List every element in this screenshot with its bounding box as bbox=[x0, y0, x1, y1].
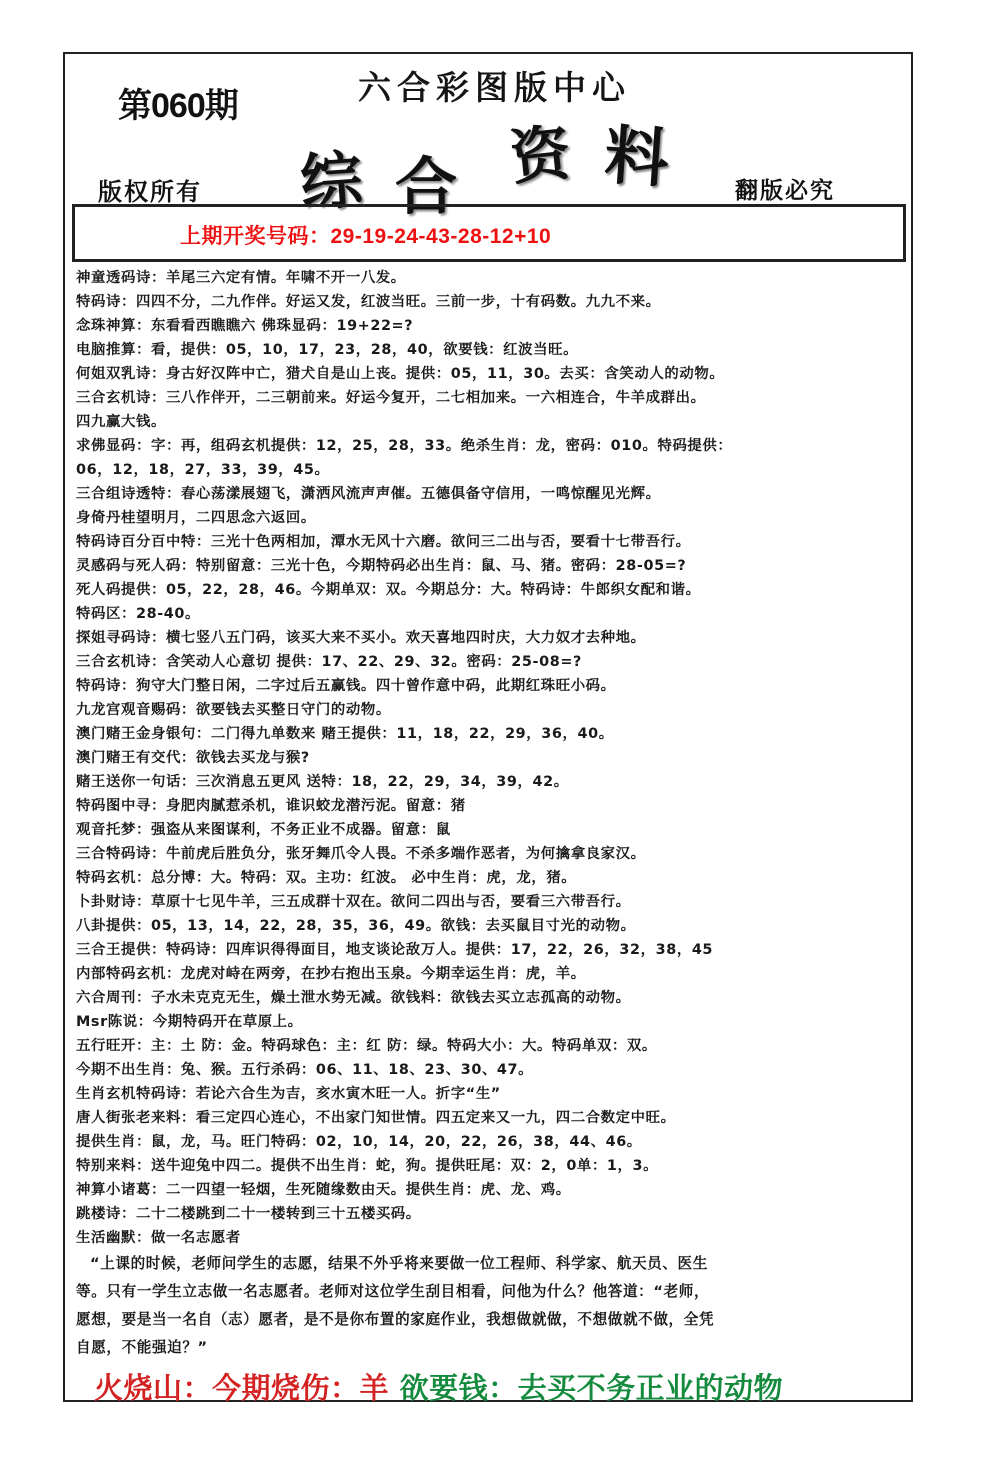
main-title-char-2: 合 bbox=[395, 150, 458, 223]
content-line: 三合特码诗：牛前虎后胜负分，张牙舞爪令人畏。不杀多端作恶者，为何擒拿良家汉。 bbox=[76, 846, 646, 862]
footer-banner bbox=[94, 1366, 783, 1407]
content-line: 今期不出生肖：兔、猴。五行杀码：06、11、18、23、30、47。 bbox=[76, 1062, 534, 1078]
story-line: 等。只有一学生立志做一名志愿者。老师对这位学生刮目相看，问他为什么？他答道：“老师， bbox=[76, 1283, 710, 1300]
content-line: 神算小诸葛：二一四望一轻烟，生死随缘数由天。提供生肖：虎、龙、鸡。 bbox=[76, 1182, 571, 1198]
content-lines bbox=[76, 266, 912, 1250]
content-line: 生肖玄机特码诗：若论六合生为吉，亥水寅木旺一人。折字“生” bbox=[76, 1086, 501, 1102]
content-line: 赌王送你一句话：三次消息五更风 送特：18，22，29，34，39，42。 bbox=[76, 774, 569, 790]
content-line: 卜卦财诗：草原十七见牛羊，三五成群十双在。欲问二四出与否，要看三六带吾行。 bbox=[76, 894, 631, 910]
content-line: 九龙宫观音赐码：欲要钱去买整日守门的动物。 bbox=[76, 702, 391, 718]
content-line: 求佛显码：字：再，组码玄机提供：12，25，28，33。绝杀生肖：龙，密码：010。特码提供： bbox=[76, 438, 733, 454]
humor-story bbox=[76, 1250, 908, 1362]
main-title-char-1: 综 bbox=[297, 142, 365, 221]
story-line: 愿想，要是当一名自（志）愿者，是不是你布置的家庭作业，我想做就做，不想做就不做，全凭 bbox=[76, 1311, 715, 1328]
content-line: 五行旺开：主：土 防：金。特码球色：主：红 防：绿。特码大小：大。特码单双：双。 bbox=[76, 1038, 657, 1054]
content-line: 澳门赌王有交代：欲钱去买龙与猴? bbox=[76, 750, 310, 766]
copyright-right: 翻版必究 bbox=[735, 177, 835, 204]
content-line: 神童透码诗：羊尾三六定有情。年啸不开一八发。 bbox=[76, 270, 406, 286]
footer-fire-mountain: 火烧山：今期烧伤：羊 bbox=[94, 1371, 400, 1405]
content-line: 特码诗：四四不分，二九作伴。好运又发，红波当旺。三前一步，十有码数。九九不来。 bbox=[76, 294, 661, 310]
issue-number: 第060期 bbox=[118, 87, 238, 125]
publisher-title: 六合彩图版中心 bbox=[358, 68, 631, 107]
content-line: 生活幽默：做一名志愿者 bbox=[76, 1230, 241, 1246]
content-line: 06，12，18，27，33，39，45。 bbox=[76, 462, 330, 478]
content-line: 特别来料：送牛迎兔中四二。提供不出生肖：蛇，狗。提供旺尾：双：2，0单：1，3。 bbox=[76, 1158, 659, 1174]
content-line: Msr陈说：今期特码开在草原上。 bbox=[76, 1014, 303, 1030]
content-line: 灵感码与死人码：特别留意：三光十色，今期特码必出生肖：鼠、马、猪。密码：28-05=? bbox=[76, 558, 687, 574]
content-line: 六合周刊：子水未克克无生，燥土泄水势无减。欲钱料：欲钱去买立志孤高的动物。 bbox=[76, 990, 631, 1006]
content-line: 三合王提供：特码诗：四库识得得面目，地支谈论敌万人。提供：17，22，26，32，38，45 bbox=[76, 942, 714, 958]
content-line: 探姐寻码诗：横七竖八五门码，该买大来不买小。欢天喜地四时庆，大力奴才去种地。 bbox=[76, 630, 646, 646]
main-title bbox=[297, 112, 720, 223]
last-draw-box bbox=[72, 204, 906, 262]
story-line: 自愿，不能强迫？” bbox=[76, 1339, 208, 1356]
content-line: 观音托梦：强盗从来图谋利，不务正业不成器。留意：鼠 bbox=[76, 822, 451, 838]
content-line: 唐人街张老来料：看三定四心连心，不出家门知世情。四五定来又一九，四二合数定中旺。 bbox=[76, 1110, 676, 1126]
content-line: 三合玄机诗：三八作伴开，二三朝前来。好运今复开，二七相加来。一六相连合，牛羊成群出。 bbox=[76, 390, 706, 406]
copyright-left: 版权所有 bbox=[98, 177, 202, 206]
content-line: 何姐双乳诗：身古好汉阵中亡，猎犬自是山上丧。提供：05，11，30。去买：含笑动人的动物。 bbox=[76, 366, 725, 382]
content-line: 身倚丹桂望明月，二四思念六返回。 bbox=[76, 510, 316, 526]
content-line: 特码区：28-40。 bbox=[76, 606, 200, 622]
content-line: 特码图中寻：身肥肉腻惹杀机，谁识蛟龙潜污泥。留意：猪 bbox=[76, 798, 466, 814]
content-line: 死人码提供：05，22，28，46。今期单双：双。今期总分：大。特码诗：牛郎织女配和谐。 bbox=[76, 582, 701, 598]
main-title-char-4: 料 bbox=[602, 117, 672, 198]
content-line: 内部特码玄机：龙虎对峙在两旁，在抄右抱出玉泉。今期幸运生肖：虎，羊。 bbox=[76, 966, 586, 982]
content-line: 跳楼诗：二十二楼跳到二十一楼转到三十五楼买码。 bbox=[76, 1206, 421, 1222]
content-line: 四九赢大钱。 bbox=[76, 414, 166, 430]
main-title-char-3: 资 bbox=[507, 118, 575, 194]
content-line: 电脑推算：看，提供：05，10，17，23，28，40，欲要钱：红波当旺。 bbox=[76, 342, 579, 358]
footer-money-hint: 欲要钱：去买不务正业的动物 bbox=[399, 1371, 784, 1405]
story-line: “上课的时候，老师问学生的志愿，结果不外乎将来要做一位工程师、科学家、航天员、医生 bbox=[90, 1255, 708, 1272]
content-line: 特码诗：狗守大门整日闲，二字过后五赢钱。四十曾作意中码，此期红珠旺小码。 bbox=[76, 678, 616, 694]
content-line: 八卦提供：05，13，14，22，28，35，36，49。欲钱：去买鼠目寸光的动物。 bbox=[76, 918, 636, 934]
last-draw-numbers: 上期开奖号码：29-19-24-43-28-12+10 bbox=[180, 225, 552, 248]
content-line: 三合组诗透特：春心荡漾展翅飞，潇洒风流声声催。五德俱备守信用，一鸣惊醒见光辉。 bbox=[76, 486, 661, 502]
content-line: 提供生肖：鼠，龙，马。旺门特码：02，10，14，20，22，26，38，44、46。 bbox=[76, 1134, 642, 1150]
content-line: 澳门赌王金身银句：二门得九单数来 赌王提供：11，18，22，29，36，40。 bbox=[76, 726, 614, 742]
content-line: 特码诗百分百中特：三光十色两相加，潭水无风十六磨。欲问三二出与否，要看十七带吾行。 bbox=[76, 534, 691, 550]
content-line: 特码玄机：总分博：大。特码：双。主功：红波。 必中生肖：虎，龙，猪。 bbox=[76, 870, 577, 886]
content-line: 三合玄机诗：含笑动人心意切 提供：17、22、29、32。密码：25-08=? bbox=[76, 654, 582, 670]
content-line: 念珠神算：东看看西瞧瞧六 佛珠显码：19+22=? bbox=[76, 318, 414, 334]
